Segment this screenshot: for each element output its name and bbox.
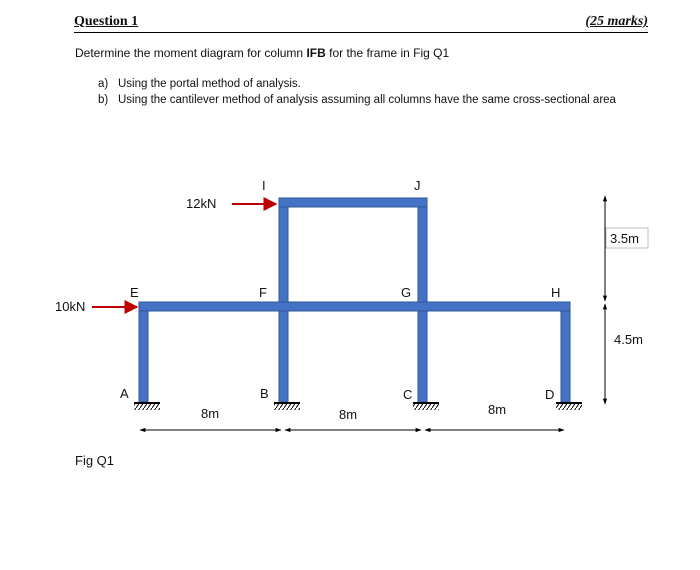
instruction-text-before: Determine the moment diagram for column: [75, 46, 307, 60]
height-label-lower: 4.5m: [614, 332, 643, 347]
node-label-B: B: [260, 386, 269, 401]
column-BI: [279, 198, 288, 402]
span-label-2: 8m: [338, 407, 358, 422]
support-B: [274, 403, 300, 410]
node-label-A: A: [120, 386, 129, 401]
height-labels: [606, 228, 653, 350]
beam-EH: [139, 302, 570, 311]
instruction-text-after: for the frame in Fig Q1: [325, 46, 450, 60]
loads: [55, 196, 276, 314]
part-b-label: b): [98, 94, 109, 106]
span-label-3: 8m: [487, 402, 507, 417]
node-label-C: C: [403, 387, 413, 402]
height-label-upper: 3.5m: [610, 231, 639, 246]
support-C: [413, 403, 439, 410]
beam-IJ: [279, 198, 427, 207]
figure-caption: Fig Q1: [75, 453, 115, 468]
node-label-H: H: [551, 285, 561, 300]
support-D: [556, 403, 582, 410]
part-b-text: Using the cantilever method of analysis assuming all columns have the same cross-sectional area: [118, 94, 616, 106]
column-AE: [139, 305, 148, 402]
load-label-upper: 12kN: [186, 196, 217, 211]
question-marks: (25 marks): [585, 14, 648, 29]
node-label-F: F: [259, 285, 267, 300]
column-DH: [561, 305, 570, 402]
part-a-label: a): [98, 78, 109, 90]
question-title: Question 1: [74, 14, 139, 29]
support-A: [134, 403, 160, 410]
part-a-text: Using the portal method of analysis.: [118, 78, 301, 90]
frame-members: [139, 198, 570, 402]
span-labels: [201, 402, 506, 422]
column-CJ: [418, 198, 427, 402]
span-label-1: 8m: [200, 406, 220, 421]
node-label-I: I: [262, 178, 266, 193]
node-label-G: G: [401, 285, 412, 300]
instruction-column-name: IFB: [306, 46, 326, 60]
node-labels: [120, 178, 560, 402]
node-label-E: E: [130, 285, 139, 300]
node-label-J: J: [414, 178, 421, 193]
load-label-lower: 10kN: [55, 299, 86, 314]
node-label-D: D: [545, 387, 555, 402]
